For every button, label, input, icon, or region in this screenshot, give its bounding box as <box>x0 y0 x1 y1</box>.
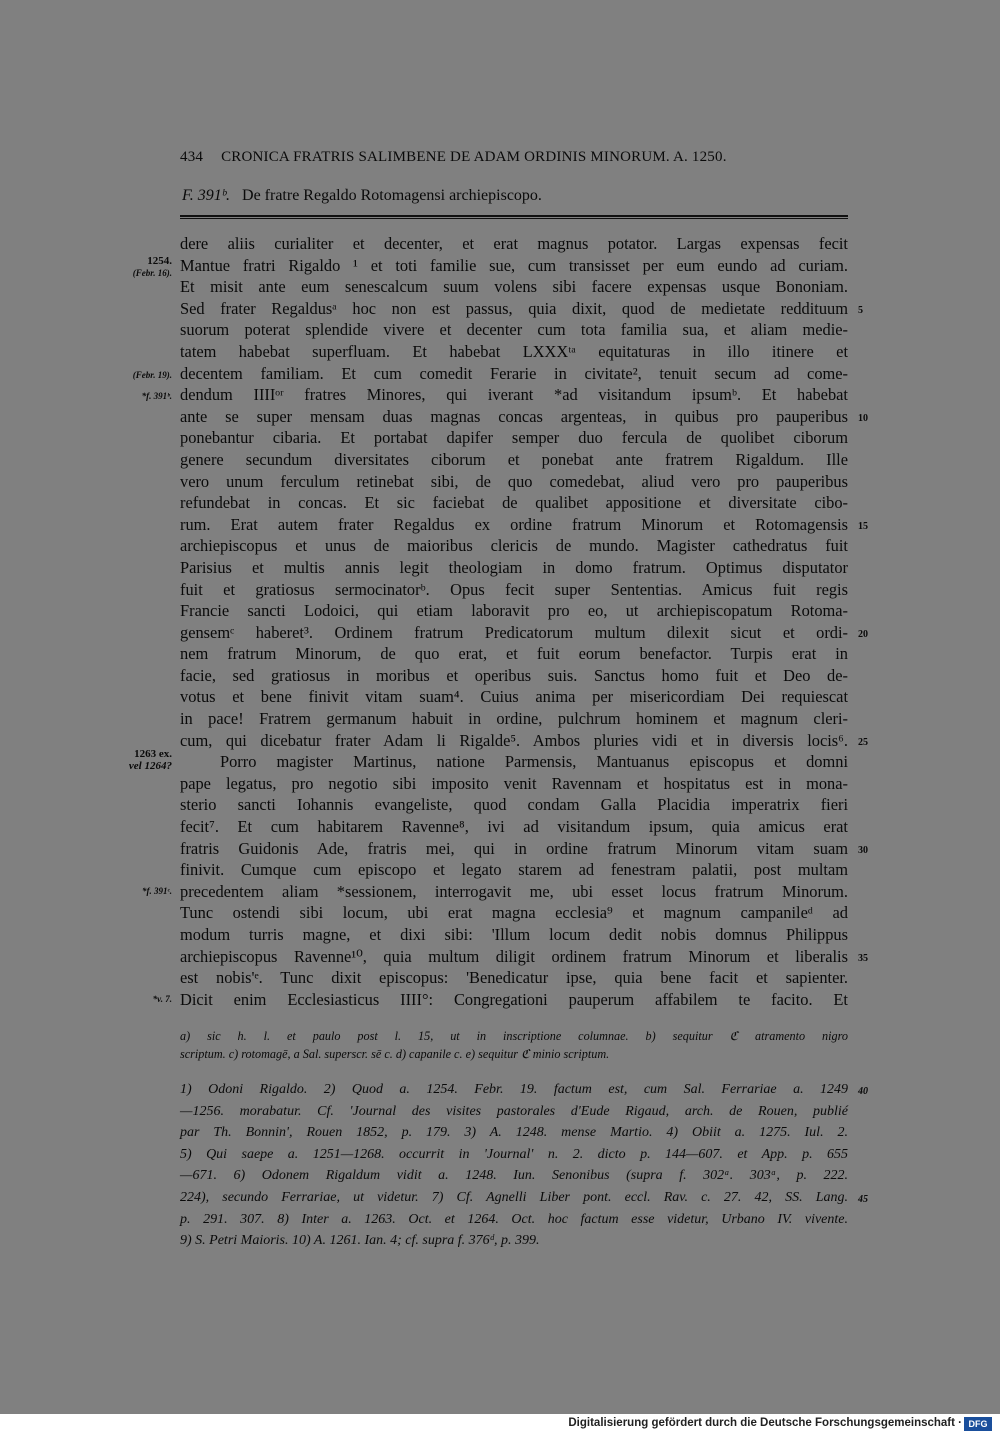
text-line-content: gensemᶜ haberet³. Ordinem fratrum Predicatorum multum dilexit sicut et ordi- <box>180 622 848 642</box>
critical-note-line: scriptum. c) rotomagē, a Sal. superscr. sē c. d) capanile c. e) sequitur ℭ minio scriptum. <box>180 1047 610 1061</box>
text-line: Mantue fratri Rigaldo ¹ et toti familie sue, cum transisset per eum eundo ad curiam. <box>180 255 848 275</box>
text-line: facie, sed gratiosus in moribus et operibus suis. Sanctus homo fuit et Deo de- <box>180 665 848 685</box>
text-line: vero unum ferculum retinebat sibi, de quo comedebat, aliud vero pro pauperibus <box>180 471 848 491</box>
text-line: refundebat in concas. Et sic faciebat de qualibet appositione et diversitate cibo- <box>180 493 848 513</box>
text-line: fecit⁷. Et cum habitarem Ravenne⁸, ivi ad visitandum ipsum, quia amicus erat <box>180 817 848 837</box>
text-line: fuit et gratiosus sermocinatorᵇ. Opus fecit super Sententias. Amicus fuit regis <box>180 579 848 599</box>
funding-credit: Digitalisierung gefördert durch die Deutsche Forschungsgemeinschaft · <box>568 1417 962 1429</box>
footnote-line <box>180 1079 868 1101</box>
margin-date-feb19: (Febr. 19). <box>132 370 172 380</box>
footnote-line: 9) S. Petri Maioris. 10) A. 1261. Ian. 4; cf. supra f. 376ᵈ, p. 399. <box>180 1233 540 1249</box>
text-line-content: fratris Guidonis Ade, fratris mei, qui in ordine fratrum Minorum vitam suam <box>180 838 848 858</box>
text-line: Dicit enim Ecclesiasticus IIII°: Congregationi pauperum affabilem te facito. Et <box>180 989 848 1009</box>
main-text <box>180 233 868 1010</box>
footnote-line: —671. 6) Odonem Rigaldum vidit a. 1248. Iun. Senonibus (supra f. 302ᵃ. 303ᵃ, p. 222. <box>180 1168 848 1184</box>
text-line: finivit. Cumque cum episcopo et legato starem ad fenestram palatii, post multam <box>180 860 848 880</box>
text-line <box>180 946 868 968</box>
text-line <box>180 838 868 860</box>
text-line: Porro magister Martinus, natione Parmensis, Mantuanus episcopus et domni <box>220 752 848 772</box>
line-number: 40 <box>858 1086 868 1097</box>
margin-year: 1254. <box>147 255 172 267</box>
footnote-text: 224), secundo Ferrariae, ut videtur. 7) Cf. Agnelli Liber pont. eccl. Rav. c. 27. 42, SS. Lang. <box>180 1189 848 1205</box>
margin-date-1263 <box>92 748 172 772</box>
margin-verse-ref: *v. 7. <box>152 994 172 1004</box>
text-line <box>180 406 868 428</box>
chapter-title: De fratre Regaldo Rotomagensi archiepiscopo. <box>242 187 542 204</box>
text-line: dendum IIIIᵒʳ fratres Minores, qui iverant *ad visitandum ipsumᵇ. Et habebat <box>180 385 848 405</box>
text-line: tatem habebat superfluam. Et habebat LXXXᵗᵃ equitaturas in illo itinere et <box>180 341 848 361</box>
line-number: 35 <box>858 952 868 964</box>
footnotes <box>180 1079 868 1252</box>
margin-year-a: 1263 ex. <box>134 748 172 760</box>
text-line-content: rum. Erat autem frater Regaldus ex ordine fratrum Minorum et Rotomagensis <box>180 514 848 534</box>
margin-day: (Febr. 16). <box>132 268 172 278</box>
text-line: precedentem aliam *sessionem, interrogavit me, ubi esset locus fratrum Minorum. <box>180 881 848 901</box>
footnote-text: 1) Odoni Rigaldo. 2) Quod a. 1254. Febr. 19. factum est, cum Sal. Ferrariae a. 1249 <box>180 1082 848 1097</box>
text-line-content: ante se super mensam duas magnas concas argenteas, in quibus pro pauperibus <box>180 406 848 426</box>
text-line: nem fratrum Minorum, de quo erat, et fuit eorum benefactor. Turpis erat in <box>180 644 848 664</box>
text-line: modum turris magne, et dixi sibi: 'Illum locum dedit nobis domnus Philippus <box>180 925 848 944</box>
folio-reference: F. 391ᵇ. <box>182 187 231 204</box>
text-line-content: archiepiscopus Ravenne¹⁰, quia multum diligit ordinem fratrum Minorum et liberalis <box>180 946 848 966</box>
text-line: Et misit ante eum senescalcum suum volens sibi facere expensas usque Bononiam. <box>180 277 848 297</box>
line-number: 20 <box>858 628 868 640</box>
line-number: 30 <box>858 844 868 856</box>
text-line <box>180 622 868 644</box>
text-line: ponebantur cibaria. Et portabat dapifer semper duo fercula de quolibet ciborum <box>180 428 848 448</box>
margin-year-b: vel 1264? <box>128 760 172 772</box>
running-header <box>180 149 860 166</box>
text-line: sterio sancti Iohannis evangeliste, quod condam Galla Placidia imperatrix fieri <box>180 795 848 815</box>
header-rule <box>180 215 848 219</box>
text-line: Tunc ostendi sibi locum, ubi erat magna ecclesia⁹ et magnum campanileᵈ ad <box>180 903 848 923</box>
text-line: genere secundum diversitates ciborum et ponebat ante fratrem Rigaldum. Ille <box>180 449 848 469</box>
text-line <box>180 730 868 752</box>
text-line: archiepiscopus et unus de maioribus clericis de mundo. Magister cathedratus fuit <box>180 536 848 556</box>
footnote-line: —1256. morabatur. Cf. 'Journal des visites pastorales d'Eude Rigaud, arch. de Rouen, publié <box>180 1103 848 1119</box>
footnote-line: par Th. Bonnin', Rouen 1852, p. 179. 3) A. 1248. mense Martio. 4) Obiit a. 1275. Iul. 2. <box>180 1125 848 1141</box>
text-line: pape legatus, pro negotio sibi imposito venit Ravennam et hospitatus est in mona- <box>180 773 848 793</box>
footer-bar <box>0 1414 1000 1434</box>
text-line: suorum poterat splendide vivere et decenter cum tota familia sua, et aliam medie- <box>180 320 848 340</box>
dfg-logo-icon: DFG <box>964 1417 992 1431</box>
critical-note-line: a) sic h. l. et paulo post l. 15, ut in inscriptione columnae. b) sequitur ℭ atramento nigro <box>180 1029 848 1043</box>
text-line: Parisius et multis annis legit theologiam in domo fratrum. Optimus disputator <box>180 557 848 577</box>
text-line: in pace! Fratrem germanum habuit in ordine, pulchrum hominem et magnum cleri- <box>180 709 848 729</box>
running-title: CRONICA FRATRIS SALIMBENE DE ADAM ORDINIS MINORUM. A. 1250. <box>221 149 727 165</box>
footnote-line: p. 291. 307. 8) Inter a. 1263. Oct. et 1264. Oct. hoc factum esse videtur, Urbano IV. vivente. <box>180 1211 848 1227</box>
footnote-line: 5) Qui saepe a. 1251—1268. occurrit in 'Journal' n. 2. dicto p. 144—607. et App. p. 655 <box>180 1146 848 1162</box>
text-line: Francie sancti Lodoici, qui etiam laboravit pro eo, ut archiepiscopatum Rotoma- <box>180 601 848 621</box>
folio-heading <box>182 187 542 205</box>
margin-folio-391c: *f. 391ᶜ. <box>141 886 172 896</box>
margin-date-1254 <box>92 255 172 279</box>
line-number: 10 <box>858 412 868 424</box>
page-number: 434 <box>180 149 204 165</box>
text-line-content: cum, qui dicebatur frater Adam li Rigalde⁵. Ambos pluries vidi et in diversis locis⁶. <box>180 730 848 750</box>
line-number: 5 <box>858 304 863 316</box>
footnote-line <box>180 1187 868 1209</box>
line-number: 45 <box>858 1193 868 1205</box>
margin-folio-391b: *f. 391ᵇ. <box>141 391 172 401</box>
line-number: 25 <box>858 736 868 748</box>
text-line <box>180 298 863 320</box>
text-line <box>180 514 868 536</box>
critical-apparatus <box>180 1027 848 1063</box>
text-line: dere aliis curialiter et decenter, et erat magnus potator. Largas expensas fecit <box>180 234 848 253</box>
text-line: decentem familiam. Et cum comedit Ferarie in civitate², tenuit secum ad come- <box>180 363 848 383</box>
text-line-content: Sed frater Regaldusᵃ hoc non est passus, quia dixit, quod de medietate reddituum <box>180 298 848 318</box>
line-number: 15 <box>858 520 868 532</box>
text-line: votus et bene finivit vitam suam⁴. Cuius anima per misericordiam Dei requiescat <box>180 687 848 707</box>
text-line: est nobis'ᵉ. Tunc dixit episcopus: 'Benedicatur ipse, quia bene facit et sapienter. <box>180 968 848 988</box>
